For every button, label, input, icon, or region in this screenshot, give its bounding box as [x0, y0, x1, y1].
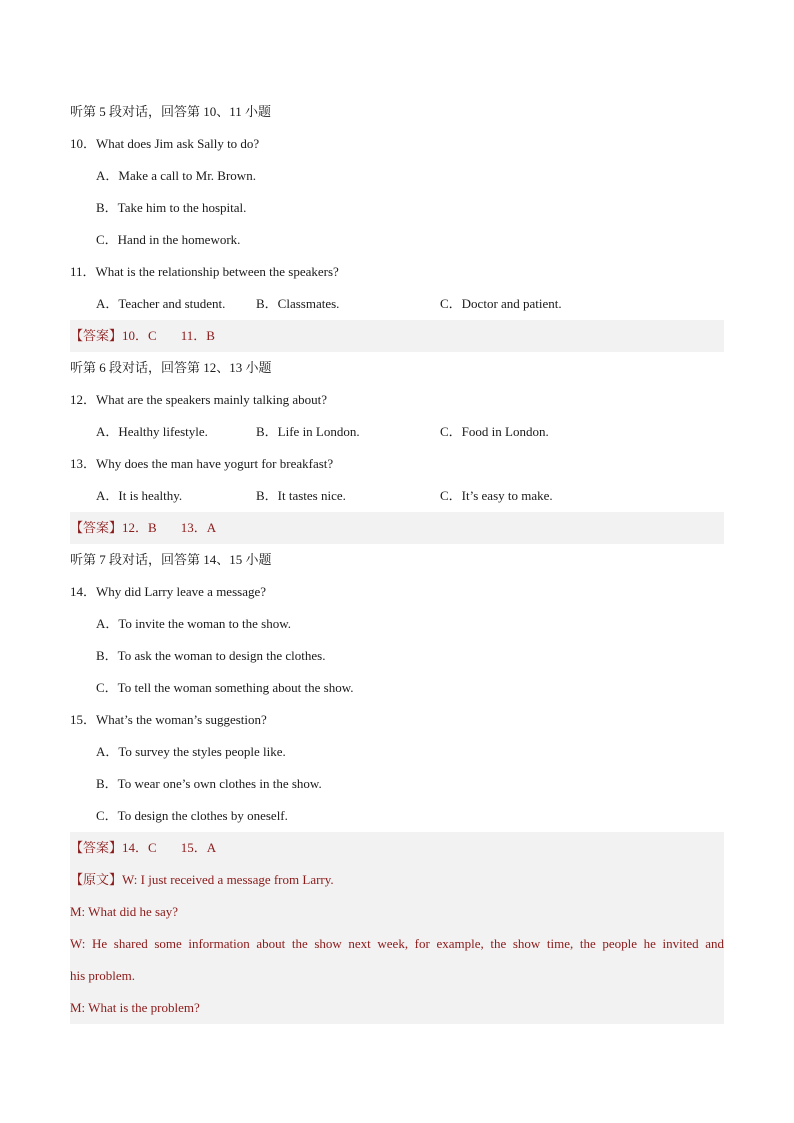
option-a: A．Healthy lifestyle. [96, 424, 208, 439]
transcript-label: 【原文】 [70, 872, 123, 887]
answer-value: 12．B [122, 520, 157, 535]
transcript-line [70, 864, 724, 896]
answer-row [70, 512, 724, 544]
answer-value: 15．A [180, 840, 217, 855]
option-b: B．Classmates. [256, 296, 340, 311]
section-heading: 听第 7 段对话，回答第 14、15 小题 [70, 552, 272, 567]
transcript-text: W: I just received a message from Larry. [122, 872, 334, 887]
option-a: A．Make a call to Mr. Brown. [96, 168, 256, 183]
question-stem: 10．What does Jim ask Sally to do? [70, 136, 260, 151]
option-a: A．Teacher and student. [96, 296, 226, 311]
answer-value: 11．B [180, 328, 215, 343]
transcript-line: M: What is the problem? [70, 1000, 200, 1015]
document-page [70, 96, 724, 1024]
option-b: B．Life in London. [256, 424, 360, 439]
question-stem: 13．Why does the man have yogurt for breakfast? [70, 456, 334, 471]
option-c: C．Hand in the homework. [96, 232, 241, 247]
answer-label: 【答案】 [70, 520, 123, 535]
option-c: C．It’s easy to make. [440, 488, 553, 503]
option-c: C．To design the clothes by oneself. [96, 808, 288, 823]
answer-label: 【答案】 [70, 840, 123, 855]
option-b: B．It tastes nice. [256, 488, 346, 503]
option-a: A．To survey the styles people like. [96, 744, 286, 759]
section-heading: 听第 6 段对话，回答第 12、13 小题 [70, 360, 272, 375]
section-heading: 听第 5 段对话，回答第 10、11 小题 [70, 104, 272, 119]
answer-row [70, 320, 724, 352]
answer-value: 13．A [180, 520, 217, 535]
option-b: B．To wear one’s own clothes in the show. [96, 776, 322, 791]
option-a: A．To invite the woman to the show. [96, 616, 292, 631]
option-a: A．It is healthy. [96, 488, 183, 503]
question-stem: 12．What are the speakers mainly talking about? [70, 392, 328, 407]
answer-value: 10．C [122, 328, 157, 343]
transcript-line: M: What did he say? [70, 904, 179, 919]
transcript-line: his problem. [70, 968, 135, 983]
options-row [70, 288, 724, 320]
answer-label: 【答案】 [70, 328, 123, 343]
question-stem: 14．Why did Larry leave a message? [70, 584, 267, 599]
option-c: C．Doctor and patient. [440, 296, 562, 311]
option-c: C．To tell the woman something about the show. [96, 680, 354, 695]
question-stem: 11．What is the relationship between the speakers? [70, 264, 339, 279]
option-b: B．To ask the woman to design the clothes. [96, 648, 326, 663]
transcript-block [70, 864, 724, 1024]
option-b: B．Take him to the hospital. [96, 200, 247, 215]
options-row [70, 480, 724, 512]
transcript-line: W: He shared some information about the show next week, for example, the show time, the people he invited and [70, 936, 724, 951]
answer-value: 14．C [122, 840, 157, 855]
options-row [70, 416, 724, 448]
answer-row [70, 832, 724, 864]
option-c: C．Food in London. [440, 424, 549, 439]
question-stem: 15．What’s the woman’s suggestion? [70, 712, 267, 727]
